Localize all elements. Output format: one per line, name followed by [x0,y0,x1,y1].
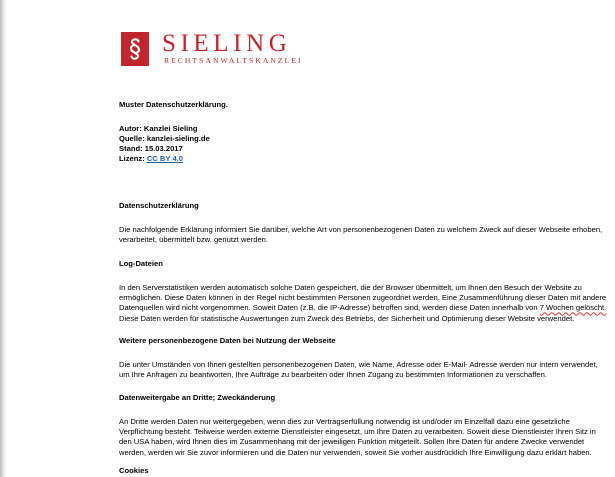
page-shadow-edge [0,0,6,477]
meta-author: Autor: Kanzlei Sieling [119,124,198,133]
meta-source: Quelle: kanzlei-sieling.de [119,134,210,143]
meta-license-label: Lizenz: [119,154,145,163]
meta-date: Stand: 15.03.2017 [119,144,183,153]
section-sign-icon [121,32,149,66]
section-title: Datenweitergabe an Dritte; Zweckänderung [119,393,276,402]
license-link[interactable]: CC BY 4.0 [146,154,184,163]
section-title: Datenschutzerklärung [119,201,199,210]
paragraph-line: Die nachfolgende Erklärung informiert Sie darüber, welche Art von personenbezogenen Daten zu welchem Zweck auf dieser Webseite erhoben, [119,225,603,234]
spellcheck-marked-text: 7 Wochen gelöscht. [539,303,607,313]
paragraph-line: Verpflichtung besteht. Teilweise werden externe Dienstleister eingesetzt, um Ihre Daten zu verarbeiten. Soweit diese Dienstleister Ihren Sitz in [119,427,596,437]
section-title: Weitere personenbezogene Daten bei Nutzung der Webseite [119,336,336,345]
section-title: Cookies [119,466,149,475]
section-paragraph [119,417,615,458]
paragraph-line: den USA haben, wird Ihnen dies im Zusammenhang mit der jeweiligen Funktion mitgeteilt. Sollen Ihre Daten für andere Zwecke verwendet [119,437,585,447]
paragraph-line: ermöglichen. Diese Daten können in der Regel nicht bestimmten Personen zugeordnet werden. Eine Zusammenführung dieser Daten mit andere [119,293,607,303]
section-paragraph [119,283,615,324]
section-title: Log-Dateien [119,259,163,268]
paragraph-line-text: Datenquellen wird nicht vorgenommen. Soweit Daten (z.B. die IP-Adresse) betroffen sind, werden diese Daten innerhalb von [119,303,538,313]
section-paragraph [119,225,615,245]
paragraph-line: um Ihre Anfragen zu beantworten, Ihre Aufträge zu bearbeiten oder Ihnen Zugang zu bestimmten Informationen zu verschaffen. [119,370,547,380]
section-paragraph [119,360,615,380]
paragraph-line [119,303,615,313]
meta-license [119,154,183,164]
logo-name: SIELING [162,30,292,57]
document-heading: Muster Datenschutzerklärung. [119,100,228,109]
paragraph-line: Diese Daten werden für statistische Auswertungen zum Zweck des Betriebs, der Sicherheit und Optimierung dieser Website verwendet. [119,313,575,323]
paragraph-line: werden, werden wir Sie zuvor informieren und die Daten nur verwenden, soweit Sie vorher ausdrücklich Ihre Einwilligung dazu erklärt haben. [119,447,592,457]
paragraph-line: An Dritte werden Daten nur weitergegeben, wenn dies zur Vertragserfüllung notwendig ist und/oder im Einzelfall dazu eine gesetzliche [119,417,570,426]
paragraph-line: verarbeitet, übermittelt bzw. genutzt werden. [119,235,268,245]
logo-tagline: RECHTSANWALTSKANZLEI [164,56,303,65]
paragraph-line: Die unter Umständen von Ihnen gestellten personenbezogenen Daten, wie Name, Adresse oder E-Mail- Adresse werden nur intern verwendet, [119,360,598,369]
paragraph-line: In den Serverstatistiken werden automatisch solche Daten gespeichert, die der Browser übermittelt, um Ihnen den Besuch der Website zu [119,283,582,292]
